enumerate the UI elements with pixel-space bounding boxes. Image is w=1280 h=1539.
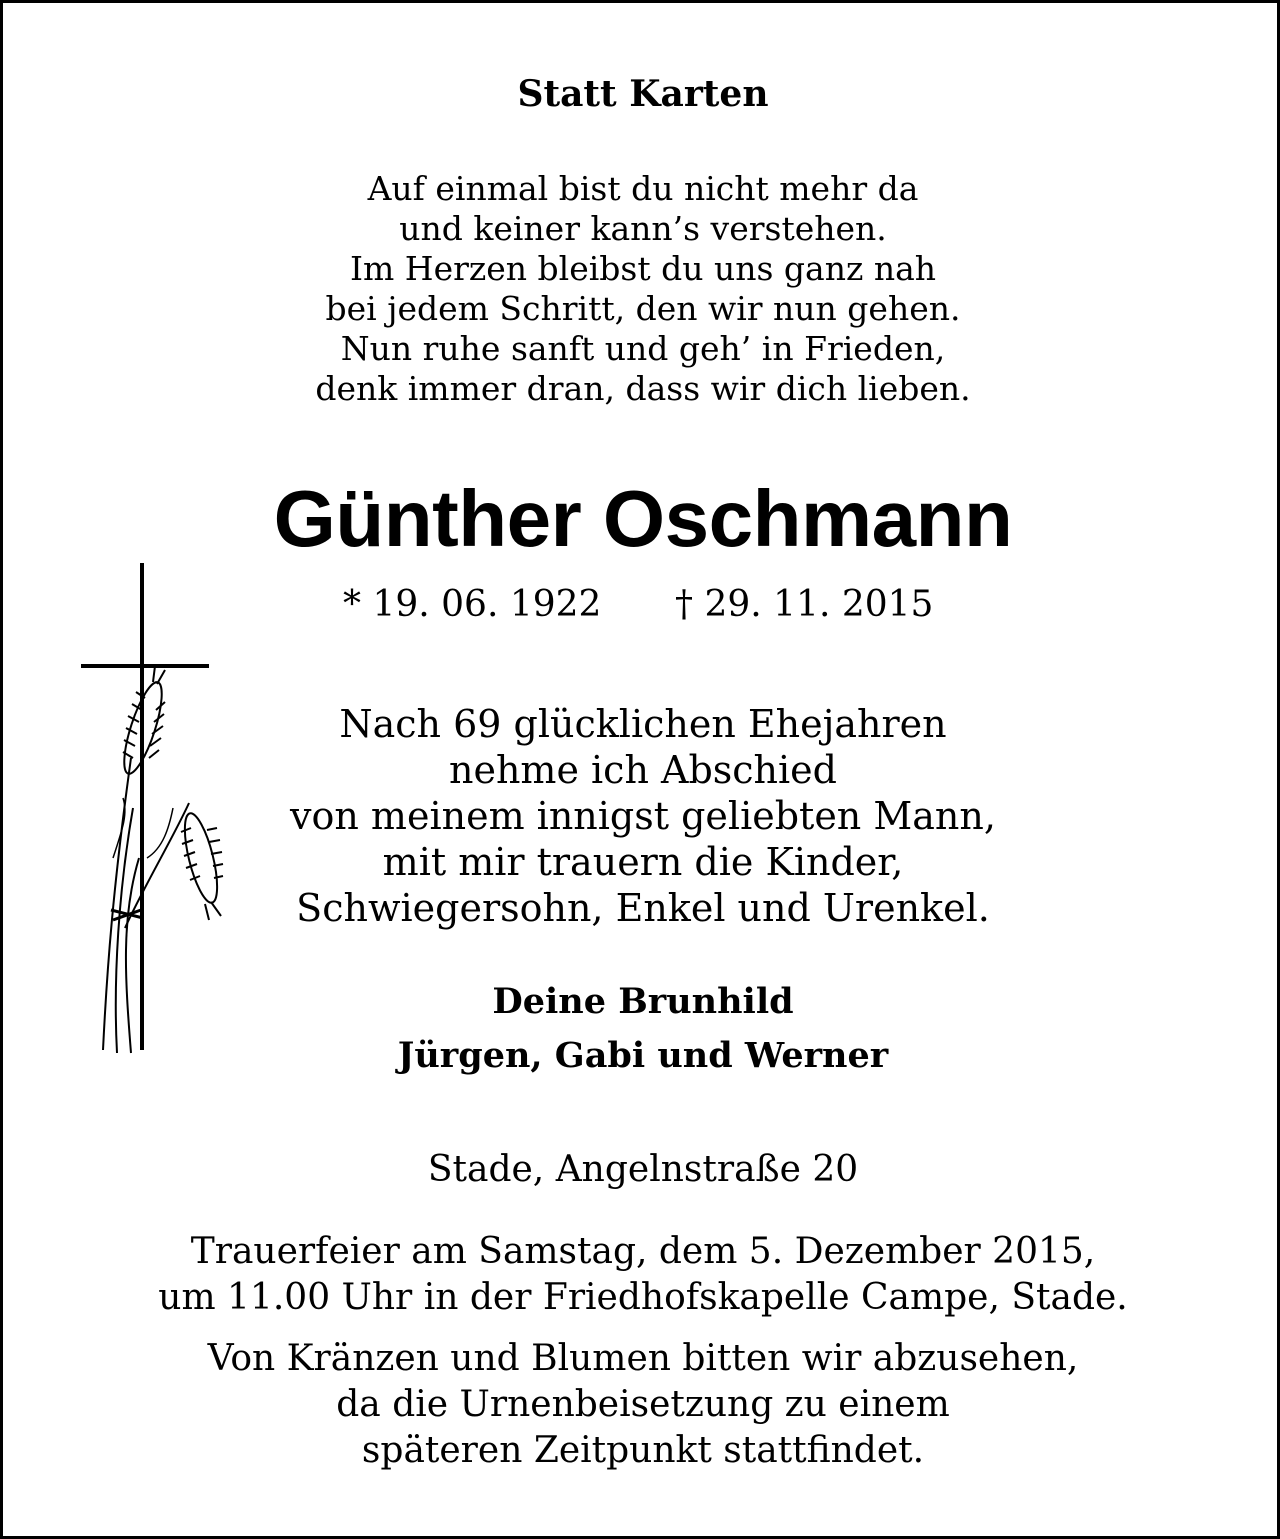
poem-line: und keiner kann’s verstehen. bbox=[399, 209, 887, 248]
funeral-service bbox=[3, 1229, 1280, 1321]
heading: Statt Karten bbox=[517, 73, 769, 115]
birth-date: * 19. 06. 1922 bbox=[343, 584, 602, 625]
note-line: späteren Zeitpunkt stattfindet. bbox=[361, 1430, 925, 1471]
poem-line: Im Herzen bleibst du uns ganz nah bbox=[349, 249, 937, 288]
message-line: Nach 69 glücklichen Ehejahren bbox=[339, 702, 947, 746]
poem-line: denk immer dran, dass wir dich lieben. bbox=[315, 369, 971, 408]
death-date: † 29. 11. 2015 bbox=[675, 584, 934, 625]
farewell-message bbox=[3, 701, 1280, 931]
message-line: mit mir trauern die Kinder, bbox=[382, 840, 904, 884]
signers bbox=[3, 975, 1280, 1083]
deceased-name: Günther Oschmann bbox=[273, 474, 1013, 563]
message-line: von meinem innigst geliebten Mann, bbox=[290, 794, 996, 838]
service-line: um 11.00 Uhr in der Friedhofskapelle Campe, Stade. bbox=[158, 1277, 1128, 1318]
poem-line: Nun ruhe sanft und geh’ in Frieden, bbox=[340, 329, 946, 368]
address: Stade, Angelnstraße 20 bbox=[427, 1149, 859, 1190]
message-line: Schwiegersohn, Enkel und Urenkel. bbox=[296, 886, 990, 930]
closing-note bbox=[3, 1336, 1280, 1474]
poem bbox=[3, 169, 1280, 409]
message-line: nehme ich Abschied bbox=[448, 748, 837, 792]
poem-line: Auf einmal bist du nicht mehr da bbox=[367, 169, 919, 208]
poem-line: bei jedem Schritt, den wir nun gehen. bbox=[325, 289, 961, 328]
note-line: Von Kränzen und Blumen bitten wir abzusehen, bbox=[207, 1338, 1079, 1379]
signer-line: Jürgen, Gabi und Werner bbox=[397, 1035, 889, 1076]
service-line: Trauerfeier am Samstag, dem 5. Dezember 2015, bbox=[190, 1231, 1096, 1272]
signer-line: Deine Brunhild bbox=[492, 981, 794, 1022]
note-line: da die Urnenbeisetzung zu einem bbox=[336, 1384, 950, 1425]
